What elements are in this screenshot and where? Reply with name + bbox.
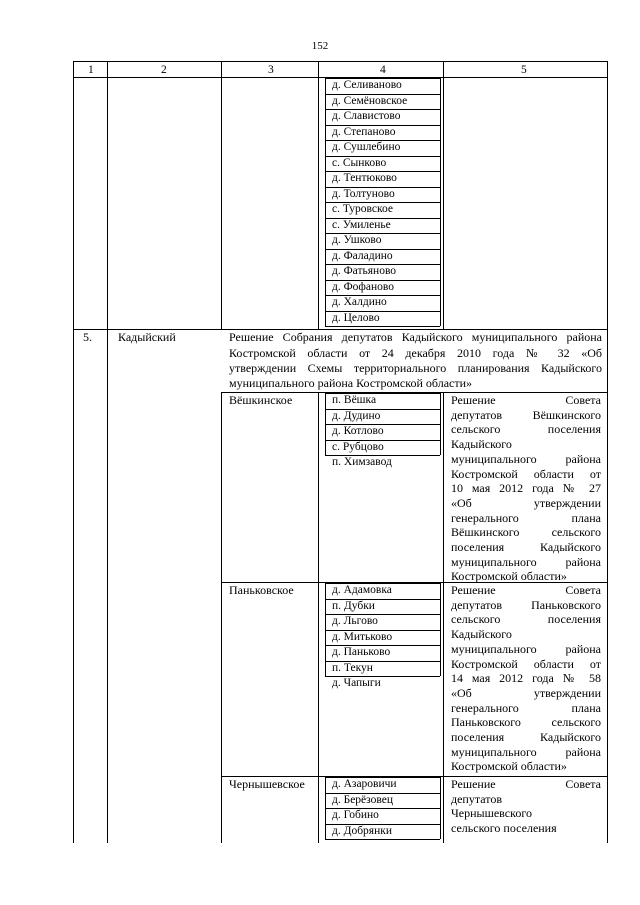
village-box-line <box>440 125 441 141</box>
village-box-line <box>325 171 326 187</box>
village-box-line <box>440 295 441 311</box>
village-name: д. Чапыги <box>332 677 381 689</box>
village-box-line <box>440 599 441 615</box>
settlement-name: Чернышевское <box>229 777 305 791</box>
village-name: с. Сынково <box>332 156 387 169</box>
decision-line: «Об утверждении <box>451 685 601 700</box>
village-box-line <box>440 424 441 440</box>
row-number: 5. <box>83 330 92 344</box>
village-name: д. Котлово <box>332 425 384 437</box>
decision-line: поселения Кадыйского <box>451 540 601 554</box>
village-box-line <box>325 202 326 218</box>
village-box-line <box>325 808 326 824</box>
village-box-line <box>325 125 326 141</box>
village-name: д. Дудино <box>332 409 381 422</box>
page-number: 152 <box>311 40 329 52</box>
decision-line: Кадыйского <box>451 627 512 642</box>
village-box-line <box>440 171 441 187</box>
village-box-line <box>325 280 326 296</box>
village-box-line <box>440 94 441 110</box>
table-top-border <box>73 61 607 62</box>
village-box-line <box>440 218 441 234</box>
decision-line: Паньковского сельского <box>451 715 601 730</box>
village-name: д. Толтуново <box>332 187 395 200</box>
decision-line: депутатов Паньковского <box>451 597 601 612</box>
header-col-1: 1 <box>88 64 94 76</box>
village-name: д. Целово <box>332 311 380 324</box>
village-box-line <box>325 440 326 456</box>
col-border <box>607 61 608 843</box>
village-box-line <box>325 311 326 327</box>
decision-line: генерального плана <box>451 510 601 525</box>
decision-line: Вёшкинского сельского <box>451 525 601 540</box>
decision-line: муниципального района <box>451 554 601 569</box>
decision-line: муниципального района <box>451 744 601 759</box>
village-box-line <box>325 233 326 249</box>
decision-line: Кадыйского <box>451 437 512 452</box>
village-name: д. Фофаново <box>332 280 394 293</box>
decision-line: Костромской области» <box>451 569 567 584</box>
decision-line: Костромской области от <box>451 466 601 481</box>
village-name: с. Рубцово <box>332 440 384 453</box>
village-box-line <box>440 109 441 125</box>
decision-line: депутатов Вёшкинского <box>451 407 601 422</box>
village-box-line <box>325 645 326 661</box>
village-box-line <box>440 187 441 203</box>
village-box-line <box>325 94 326 110</box>
village-name: д. Ушково <box>332 234 382 246</box>
village-box-line <box>440 311 441 327</box>
decision-line: сельского поселения <box>451 612 601 627</box>
village-box-line <box>440 661 441 677</box>
village-box-line <box>325 78 326 94</box>
header-col-5: 5 <box>521 64 527 76</box>
village-box-line <box>440 824 441 840</box>
village-box-line <box>440 264 441 280</box>
settlement-name: Паньковское <box>229 583 294 597</box>
village-name: п. Химзавод <box>332 456 392 468</box>
decision-line: муниципального района <box>451 451 601 466</box>
village-name: д. Льгово <box>332 615 378 627</box>
decision-line: Решение Совета <box>451 393 601 407</box>
decision-line: Решение Совета <box>451 777 601 791</box>
header-col-3: 3 <box>268 64 274 76</box>
settlement-name: Вёшкинское <box>229 393 293 407</box>
village-name: д. Славистово <box>332 110 401 122</box>
village-name: с. Туровское <box>332 203 394 215</box>
village-name: д. Адамовка <box>332 584 392 596</box>
village-box-line <box>440 393 441 409</box>
village-name: д. Халдино <box>332 296 387 308</box>
village-name: д. Добрянки <box>332 824 392 837</box>
village-name: д. Селиваново <box>332 79 402 91</box>
village-box-line <box>325 424 326 440</box>
village-box-line <box>325 187 326 203</box>
header-col-2: 2 <box>161 64 167 76</box>
village-box-line <box>325 777 326 793</box>
village-box-line <box>440 249 441 265</box>
header-col-4: 4 <box>380 64 386 76</box>
decision-line: муниципального района <box>451 641 601 656</box>
village-box-line <box>325 156 326 172</box>
village-box-line <box>325 264 326 280</box>
village-name: п. Вёшка <box>332 394 377 406</box>
village-box-line <box>325 614 326 630</box>
village-box-line <box>440 78 441 94</box>
decision-line: поселения Кадыйского <box>451 730 601 744</box>
col-border <box>443 61 444 330</box>
col-border <box>73 61 74 843</box>
col-border <box>318 61 319 330</box>
col-border <box>221 61 222 330</box>
village-box-line <box>325 218 326 234</box>
village-box-line <box>440 202 441 218</box>
village-name: д. Гобино <box>332 809 379 821</box>
village-box-line <box>440 440 441 456</box>
village-box-line <box>325 839 440 840</box>
village-box-line <box>440 808 441 824</box>
village-name: д. Сушлебино <box>332 141 401 153</box>
decision-line: 14 мая 2012 года № 58 <box>451 671 601 686</box>
village-name: д. Азаровичи <box>332 778 397 790</box>
village-name: п. Дубки <box>332 599 375 612</box>
village-name: д. Фатьяново <box>332 265 397 277</box>
col-border <box>107 61 108 843</box>
village-name: с. Умиленье <box>332 218 391 231</box>
village-box-line <box>440 409 441 425</box>
decision-line: сельского поселения <box>451 422 601 437</box>
decision-line: Костромской области» <box>451 759 567 774</box>
village-name: п. Текун <box>332 661 373 674</box>
village-box-line <box>440 630 441 646</box>
village-box-line <box>325 824 326 840</box>
village-name: д. Фаладино <box>332 249 393 262</box>
village-box-line <box>325 326 440 327</box>
village-name: д. Семёновское <box>332 94 408 107</box>
decision-line: Костромской области от <box>451 656 601 671</box>
decision-line: 10 мая 2012 года № 27 <box>451 481 601 496</box>
village-box-line <box>440 645 441 661</box>
village-box-line <box>325 140 326 156</box>
decision-line: Чернышевского <box>451 806 532 821</box>
village-name: д. Степаново <box>332 125 396 138</box>
village-box-line <box>440 777 441 793</box>
village-box-line <box>325 583 326 599</box>
village-name: д. Берёзовец <box>332 793 394 806</box>
decision-line: «Об утверждении <box>451 495 601 510</box>
village-box-line <box>325 599 326 615</box>
village-box-line <box>325 393 326 409</box>
decision-line: сельского поселения <box>451 821 557 836</box>
village-name: д. Тентюково <box>332 172 397 184</box>
village-box-line <box>325 661 326 677</box>
village-box-line <box>325 793 326 809</box>
village-box-line <box>440 140 441 156</box>
village-name: д. Митьково <box>332 630 393 643</box>
village-box-line <box>325 109 326 125</box>
decision-line: депутатов <box>451 791 503 806</box>
village-box-line <box>440 614 441 630</box>
village-name: д. Паньково <box>332 646 391 658</box>
village-box-line <box>440 233 441 249</box>
district-name: Кадыйский <box>118 330 176 344</box>
village-box-line <box>325 630 326 646</box>
village-box-line <box>325 295 326 311</box>
village-box-line <box>440 156 441 172</box>
decision-line: Решение Совета <box>451 583 601 597</box>
village-box-line <box>325 409 326 425</box>
village-box-line <box>325 249 326 265</box>
decision-line: генерального плана <box>451 700 601 715</box>
village-box-line <box>440 793 441 809</box>
village-box-line <box>440 583 441 599</box>
village-box-line <box>440 280 441 296</box>
